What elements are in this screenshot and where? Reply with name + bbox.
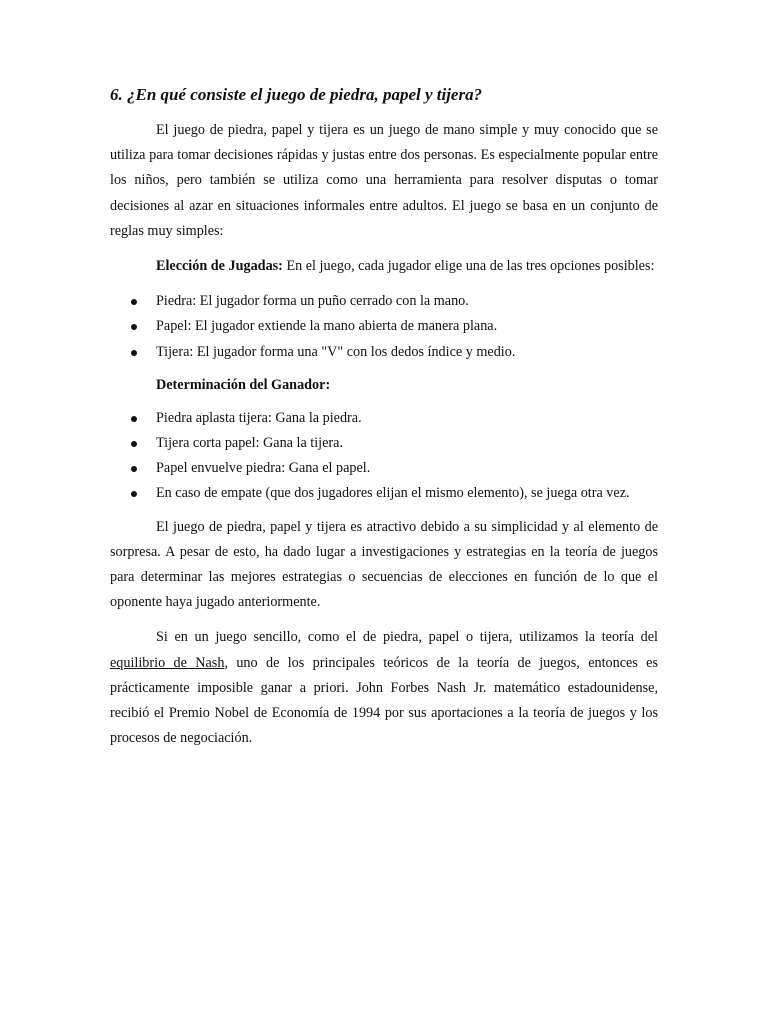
election-label: Elección de Jugadas: — [156, 258, 283, 275]
intro-paragraph: El juego de piedra, papel y tijera es un juego de mano simple y muy conocido que se utiliza para tomar decisiones rápidas y justas entre dos personas. Es especialmente popular entre los niños, pero también se utiliza como una herramienta para resolver disputas o tomar decisiones al azar en situaciones informales entre adultos. El juego se basa en un conjunto de reglas muy simples: — [110, 122, 658, 239]
list-item — [110, 481, 658, 506]
list-item-text: Papel envuelve piedra: Gana el papel. — [156, 460, 371, 477]
list-item-text: Tijera: El jugador forma una "V" con los dedos índice y medio. — [156, 343, 516, 360]
list-item — [110, 289, 658, 314]
bullet-icon — [131, 416, 137, 422]
document-page — [110, 84, 658, 761]
list-item-text: Piedra: El jugador forma un puño cerrado con la mano. — [156, 293, 469, 310]
section-heading: 6. ¿En qué consiste el juego de piedra, papel y tijera? — [110, 85, 483, 104]
election-text: En el juego, cada jugador elige una de las tres opciones posibles: — [282, 258, 655, 275]
bullet-icon — [131, 299, 137, 305]
bullet-icon — [131, 441, 137, 447]
winner-heading: Determinación del Ganador: — [156, 376, 331, 393]
nash-paragraph — [110, 625, 658, 751]
list-item — [110, 456, 658, 481]
list-item-text: Tijera corta papel: Gana la tijera. — [156, 435, 343, 452]
bullet-icon — [131, 466, 137, 472]
list-item — [110, 406, 658, 431]
bullet-icon — [131, 491, 137, 497]
rules-list — [110, 406, 658, 507]
list-item — [110, 314, 658, 339]
options-list — [110, 289, 658, 365]
list-item-text: Papel: El jugador extiende la mano abierta de manera plana. — [156, 318, 498, 335]
bullet-icon — [131, 350, 137, 356]
bullet-icon — [131, 324, 137, 330]
list-item — [110, 431, 658, 456]
nash-equilibrium-link[interactable]: equilibrio de Nash — [110, 654, 225, 671]
attractive-paragraph: El juego de piedra, papel y tijera es atractivo debido a su simplicidad y al elemento de sorpresa. A pesar de esto, ha dado lugar a investigaciones y estrategias en la teoría de juegos para determinar las mejores estrategias o secuencias de elecciones en función de lo que el oponente haya jugado anteriormente. — [110, 518, 658, 611]
list-item-text: En caso de empate (que dos jugadores elijan el mismo elemento), se juega otra vez. — [156, 485, 630, 502]
list-item — [110, 340, 658, 365]
nash-text-before: Si en un juego sencillo, como el de piedra, papel o tijera, utilizamos la teoría del — [156, 629, 658, 646]
list-item-text: Piedra aplasta tijera: Gana la piedra. — [156, 409, 362, 426]
election-paragraph — [110, 254, 658, 279]
nash-text-after: , uno de los principales teóricos de la teoría de juegos, entonces es prácticamente imposible ganar a priori. John Forbes Nash Jr. matemático estadounidense, recibió el Premio Nobel de Economía de 1994 por sus aportaciones a la teoría de juegos y los procesos de negociación. — [110, 654, 658, 747]
